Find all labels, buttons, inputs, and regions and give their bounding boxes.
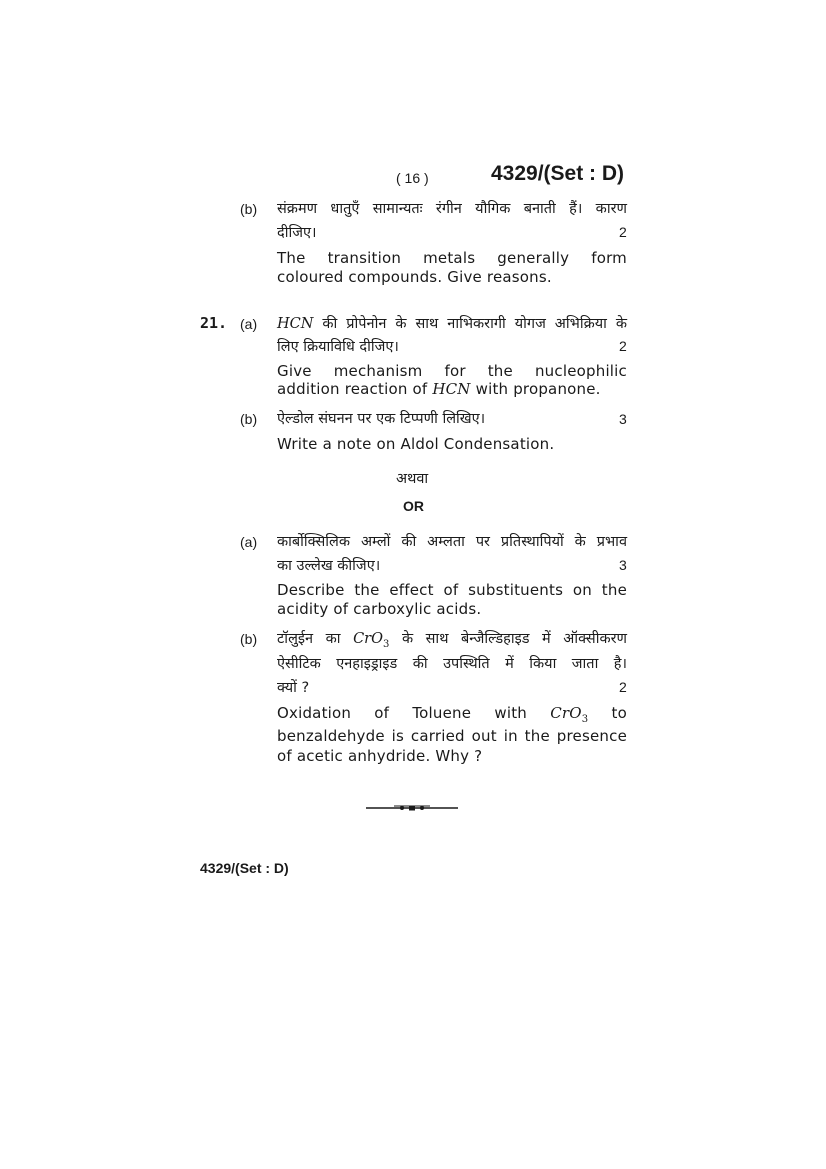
alt-b-marks: 2 [619,679,627,695]
alt-a-hindi-line1: कार्बोक्सिलिक अम्लों की अम्लता पर प्रतिस्थापियों के प्रभाव [277,534,627,550]
cro3-formula-english-base: CrO [550,704,582,722]
q21a-english-line1: Give mechanism for the nucleophilic [277,362,627,380]
q20b-part-label: (b) [240,201,258,217]
hcn-formula-english: HCN [432,380,471,398]
cro3-formula [353,631,390,650]
q21a-marks: 2 [619,338,627,354]
cro3-formula-english-subscript: 3 [581,714,589,725]
end-of-paper-ornament [364,800,460,816]
alt-b-english-before: Oxidation of Toluene with [277,704,528,722]
q21a-english-line2 [277,380,601,398]
q20b-hindi-line2: दीजिए। [277,225,317,241]
q21a-hindi-line1 [277,313,627,333]
alt-a-english-line2: acidity of carboxylic acids. [277,600,482,618]
q20b-english-line2: coloured compounds. Give reasons. [277,268,552,286]
q21a-english-before: addition reaction of [277,380,428,398]
hcn-formula: HCN [277,316,314,332]
alt-b-part-label: (b) [240,631,258,647]
alt-b-hindi-line1 [277,628,627,650]
paper-code-footer: 4329/(Set : D) [200,860,289,876]
q21b-part-label: (b) [240,411,258,427]
alt-a-english-line1: Describe the effect of substituents on the [277,581,627,599]
q21b-hindi-line1: ऐल्डोल संघनन पर एक टिप्पणी लिखिए। [277,411,486,427]
q21a-hindi-line2: लिए क्रियाविधि दीजिए। [277,339,399,355]
cro3-formula-subscript: 3 [383,638,390,650]
or-english: OR [403,498,424,514]
q21a-part-label: (a) [240,316,258,332]
alt-b-hindi-line2: ऐसीटिक एनहाइड्राइड की उपस्थिति में किया जाता है। [277,656,627,672]
alt-b-hindi-after: के साथ बेन्जैल्डिहाइड में ऑक्सीकरण [401,631,628,647]
q21b-marks: 3 [619,411,627,427]
q20b-marks: 2 [619,224,627,240]
alt-a-hindi-line2: का उल्लेख कीजिए। [277,558,381,574]
cro3-formula-english [550,704,589,725]
alt-b-hindi-line3: क्यों ? [277,680,310,696]
alt-b-english-line2: benzaldehyde is carried out in the presence [277,727,627,745]
q20b-english-line1: The transition metals generally form [277,249,627,267]
alt-a-marks: 3 [619,557,627,573]
alt-b-english-after: to [611,704,627,722]
alt-b-english-line3: of acetic anhydride. Why ? [277,747,483,765]
alt-b-hindi-before: टॉलुईन का [277,631,341,647]
q20b-hindi-line1: संक्रमण धातुएँ सामान्यतः रंगीन यौगिक बनाती हैं। कारण [277,201,627,217]
alt-a-part-label: (a) [240,534,258,550]
q21b-english-line1: Write a note on Aldol Condensation. [277,435,555,453]
page-number: ( 16 ) [396,170,429,186]
paper-code-header: 4329/(Set : D) [491,162,625,185]
q21a-english-after: with propanone. [475,380,601,398]
or-hindi: अथवा [396,471,429,487]
q21a-hindi-line1-text: की प्रोपेनोन के साथ नाभिकरागी योगज अभिक्रिया के [322,316,627,332]
alt-b-english-line1 [277,704,627,725]
cro3-formula-base: CrO [353,631,383,647]
question-number-21: 21. [200,314,228,332]
